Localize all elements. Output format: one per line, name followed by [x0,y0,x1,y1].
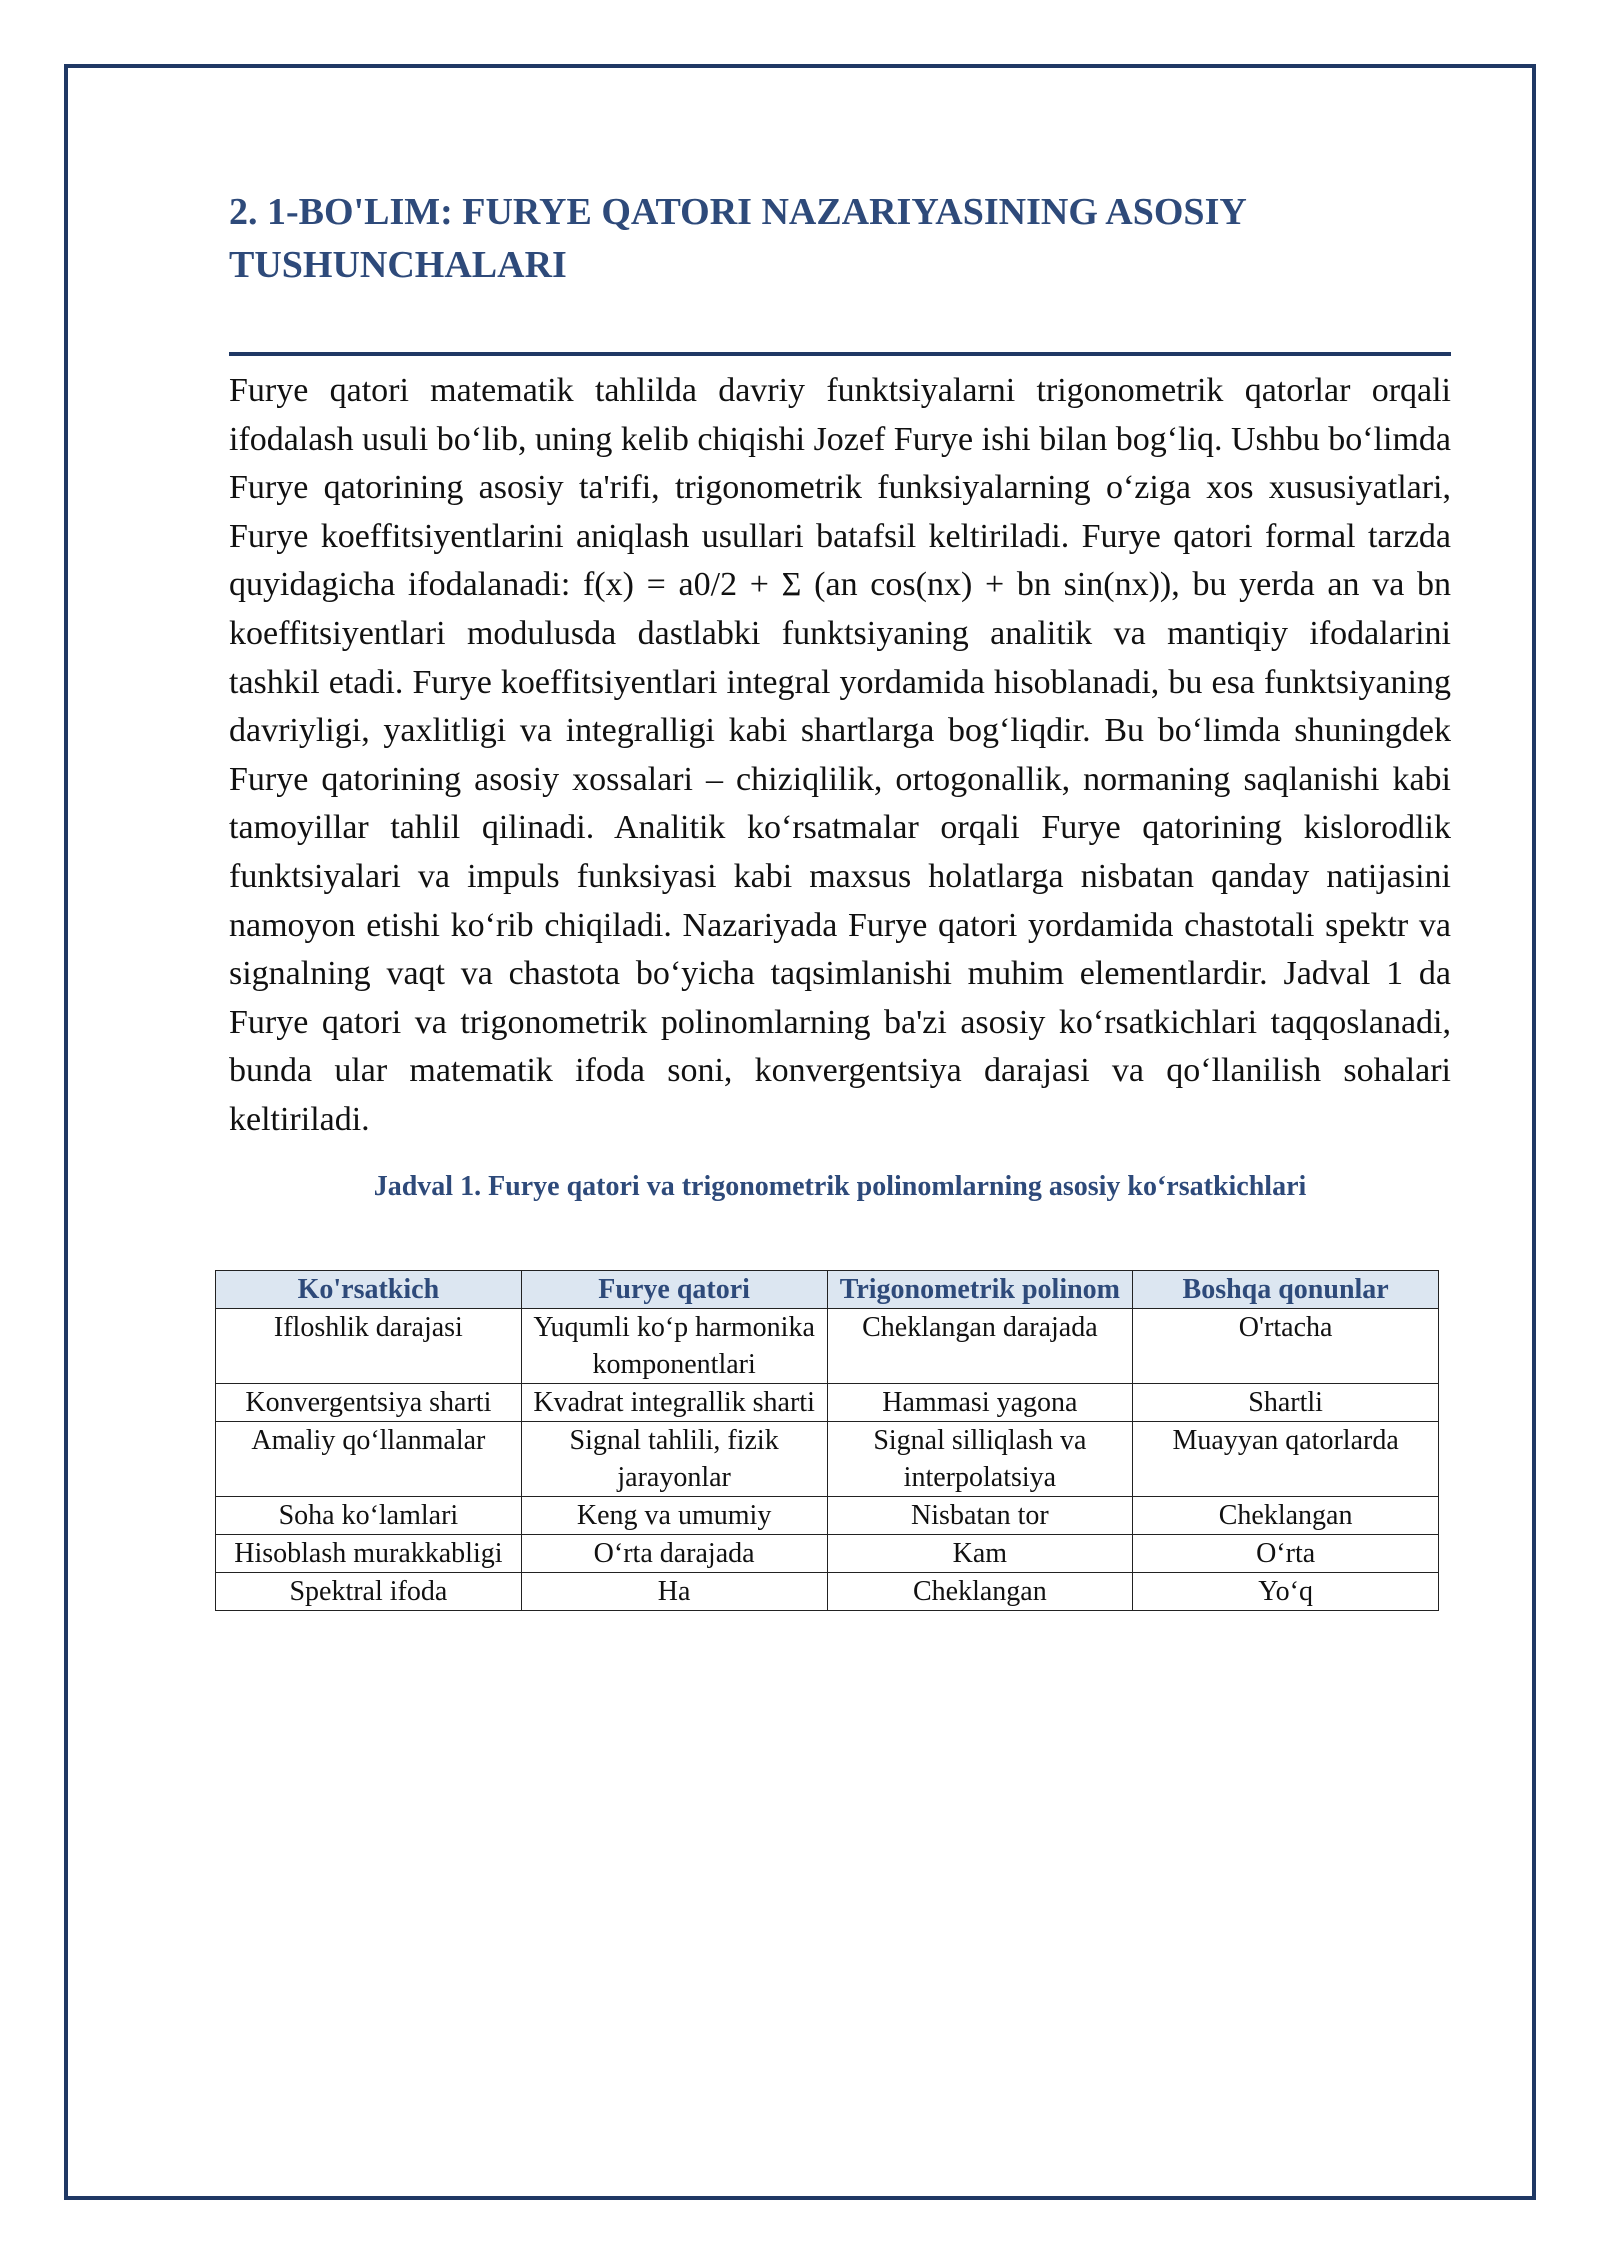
table-cell: Spektral ifoda [216,1573,522,1611]
table-cell: Cheklangan darajada [827,1309,1133,1384]
table-header-row [216,1271,1439,1309]
table-cell: Keng va umumiy [521,1497,827,1535]
table-cell: Yuqumli ko‘p harmonika komponentlari [521,1309,827,1384]
table-cell: Amaliy qo‘llanmalar [216,1422,522,1497]
table-cell: Signal tahlili, fizik jarayonlar [521,1422,827,1497]
table-row [216,1535,1439,1573]
table-row [216,1309,1439,1384]
section-heading: 2. 1-BO'LIM: FURYE QATORI NAZARIYASINING ASOSIY TUSHUNCHALARI [229,191,1246,286]
table-cell: Cheklangan [827,1573,1133,1611]
table-cell: Signal silliqlash va interpolatsiya [827,1422,1133,1497]
table-cell: Hisoblash murakkabligi [216,1535,522,1573]
table-cell: Kam [827,1535,1133,1573]
table-cell: Shartli [1133,1384,1439,1422]
table-cell: Kvadrat integrallik sharti [521,1384,827,1422]
body-paragraph: Furye qatori matematik tahlilda davriy funktsiyalarni trigonometrik qatorlar orqali ifodalash usuli bo‘lib, uning kelib chiqishi Jozef Furye ishi bilan bog‘liq. Ushbu bo‘limda Furye qatorining asosiy ta'rifi, trigonometrik funksiyalarning o‘ziga xos xususiyatlari, Furye koeffitsiyentlarini aniqlash usullari batafsil keltiriladi. Furye qatori formal tarzda quyidagicha ifodalanadi: f(x) = a0/2 + Σ (an cos(nx) + bn sin(nx)), bu yerda an va bn koeffitsiyentlari modulusda dastlabki funktsiyaning analitik va mantiqiy ifodalarini tashkil etadi. Furye koeffitsiyentlari integral yordamida hisoblanadi, bu esa funktsiyaning davriyligi, yaxlitligi va integralligi kabi shartlarga bog‘liqdir. Bu bo‘limda shuningdek Furye qatorining asosiy xossalari – chiziqlilik, ortogonallik, normaning saqlanishi kabi tamoyillar tahlil qilinadi. Analitik ko‘rsatmalar orqali Furye qatorining kislorodlik funktsiyalari va impuls funksiyasi kabi maxsus holatlarga nisbatan qanday natijasini namoyon etishi ko‘rib chiqiladi. Nazariyada Furye qatori yordamida chastotali spektr va signalning vaqt va chastota bo‘yicha taqsimlanishi muhim elementlardir. Jadval 1 da Furye qatori va trigonometrik polinomlarning ba'zi asosiy ko‘rsatkichlari taqqoslanadi, bunda ular matematik ifoda soni, konvergentsiya darajasi va qo‘llanilish sohalari keltiriladi. [229,372,1451,1138]
table-row [216,1573,1439,1611]
table-row [216,1422,1439,1497]
table-cell: Soha ko‘lamlari [216,1497,522,1535]
table-caption: Jadval 1. Furye qatori va trigonometrik polinomlarning asosiy ko‘rsatkichlari [373,1170,1307,1202]
table-cell: O‘rta [1133,1535,1439,1573]
table-cell: Ha [521,1573,827,1611]
header-cell: Boshqa qonunlar [1133,1271,1439,1309]
heading-divider [229,352,1451,356]
table-cell: Cheklangan [1133,1497,1439,1535]
table-cell: O'rtacha [1133,1309,1439,1384]
page-content [229,186,1451,1205]
comparison-table [215,1270,1439,1611]
table-cell: Muayyan qatorlarda [1133,1422,1439,1497]
table-cell: Konvergentsiya sharti [216,1384,522,1422]
table-cell: Nisbatan tor [827,1497,1133,1535]
table-cell: Hammasi yagona [827,1384,1133,1422]
table-row [216,1497,1439,1535]
header-cell: Trigonometrik polinom [827,1271,1133,1309]
header-cell: Furye qatori [521,1271,827,1309]
table-cell: O‘rta darajada [521,1535,827,1573]
table-cell: Ifloshlik darajasi [216,1309,522,1384]
header-cell: Ko'rsatkich [216,1271,522,1309]
table-row [216,1384,1439,1422]
table-cell: Yo‘q [1133,1573,1439,1611]
